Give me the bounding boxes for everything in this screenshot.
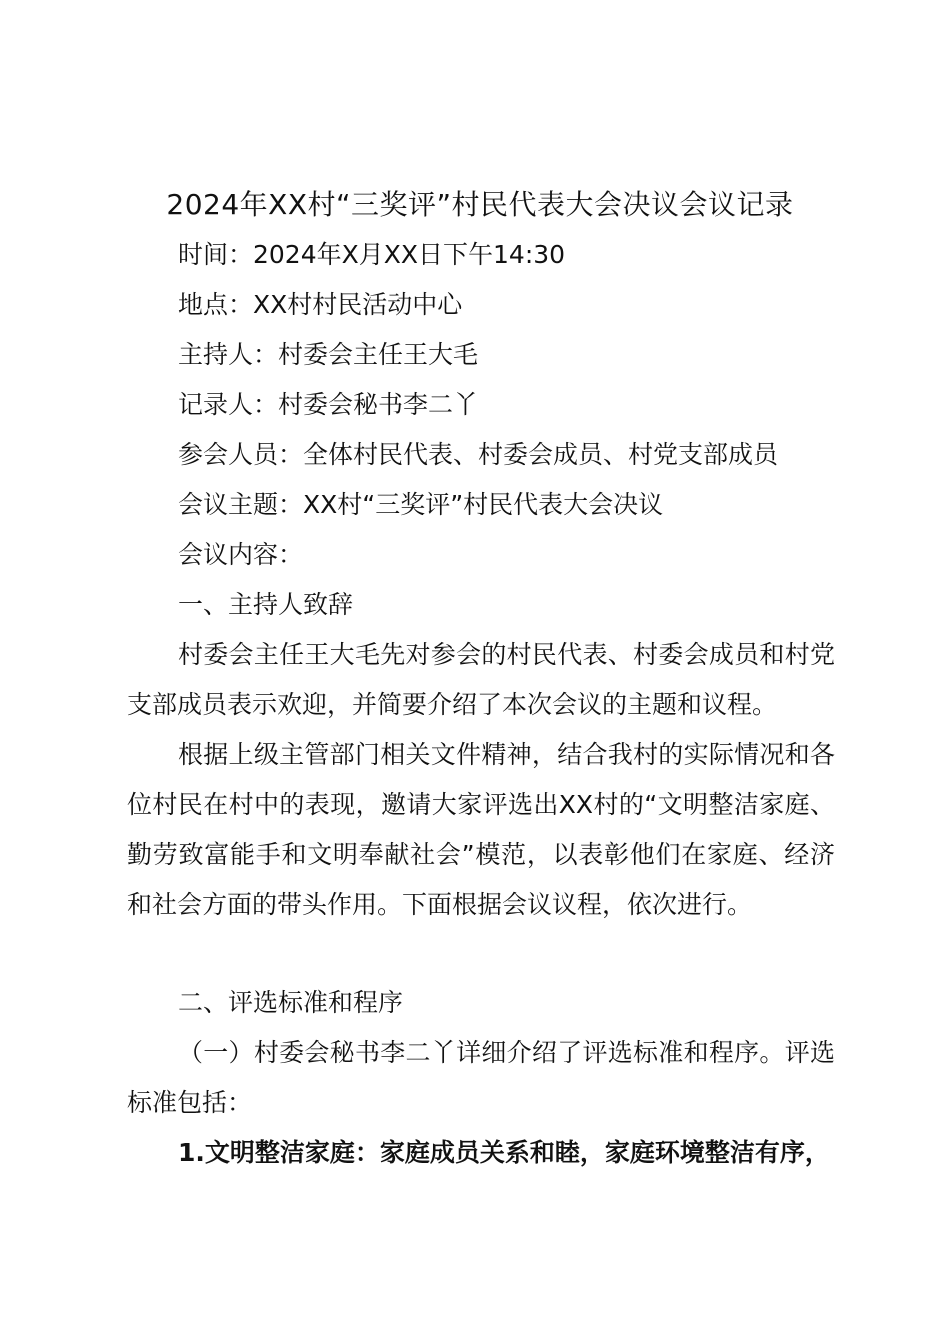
meeting-content-label: 会议内容： (178, 540, 304, 569)
meeting-host: 主持人：村委会主任王大毛 (178, 340, 479, 369)
section2-heading: 二、评选标准和程序 (178, 988, 404, 1017)
section1-paragraph-2: 根据上级主管部门相关文件精神，结合我村的实际情况和各位村民在村中的表现，邀请大家评选出XX村的“文明整洁家庭、勤劳致富能手和文明奉献社会”模范，以表彰他们在家庭、经济和社会方面的带头作用。下面根据会议议程，依次进行。 (127, 740, 835, 919)
meeting-location: 地点：XX村村民活动中心 (178, 290, 463, 319)
document-title: 2024年XX村“三奖评”村民代表大会决议会议记录 (166, 188, 794, 221)
section1-heading: 一、主持人致辞 (178, 590, 354, 619)
section2-paragraph-1: （一）村委会秘书李二丫详细介绍了评选标准和程序。评选标准包括： (127, 1038, 835, 1117)
meeting-time: 时间：2024年X月XX日下午14:30 (178, 240, 566, 269)
meeting-attendees: 参会人员：全体村民代表、村委会成员、村党支部成员 (178, 440, 779, 469)
section2-item-1: 1.文明整洁家庭：家庭成员关系和睦，家庭环境整洁有序， (178, 1138, 830, 1167)
meeting-theme: 会议主题：XX村“三奖评”村民代表大会决议 (178, 490, 664, 519)
meeting-recorder: 记录人：村委会秘书李二丫 (178, 390, 479, 419)
section1-paragraph-1: 村委会主任王大毛先对参会的村民代表、村委会成员和村党支部成员表示欢迎，并简要介绍了本次会议的主题和议程。 (127, 640, 835, 719)
